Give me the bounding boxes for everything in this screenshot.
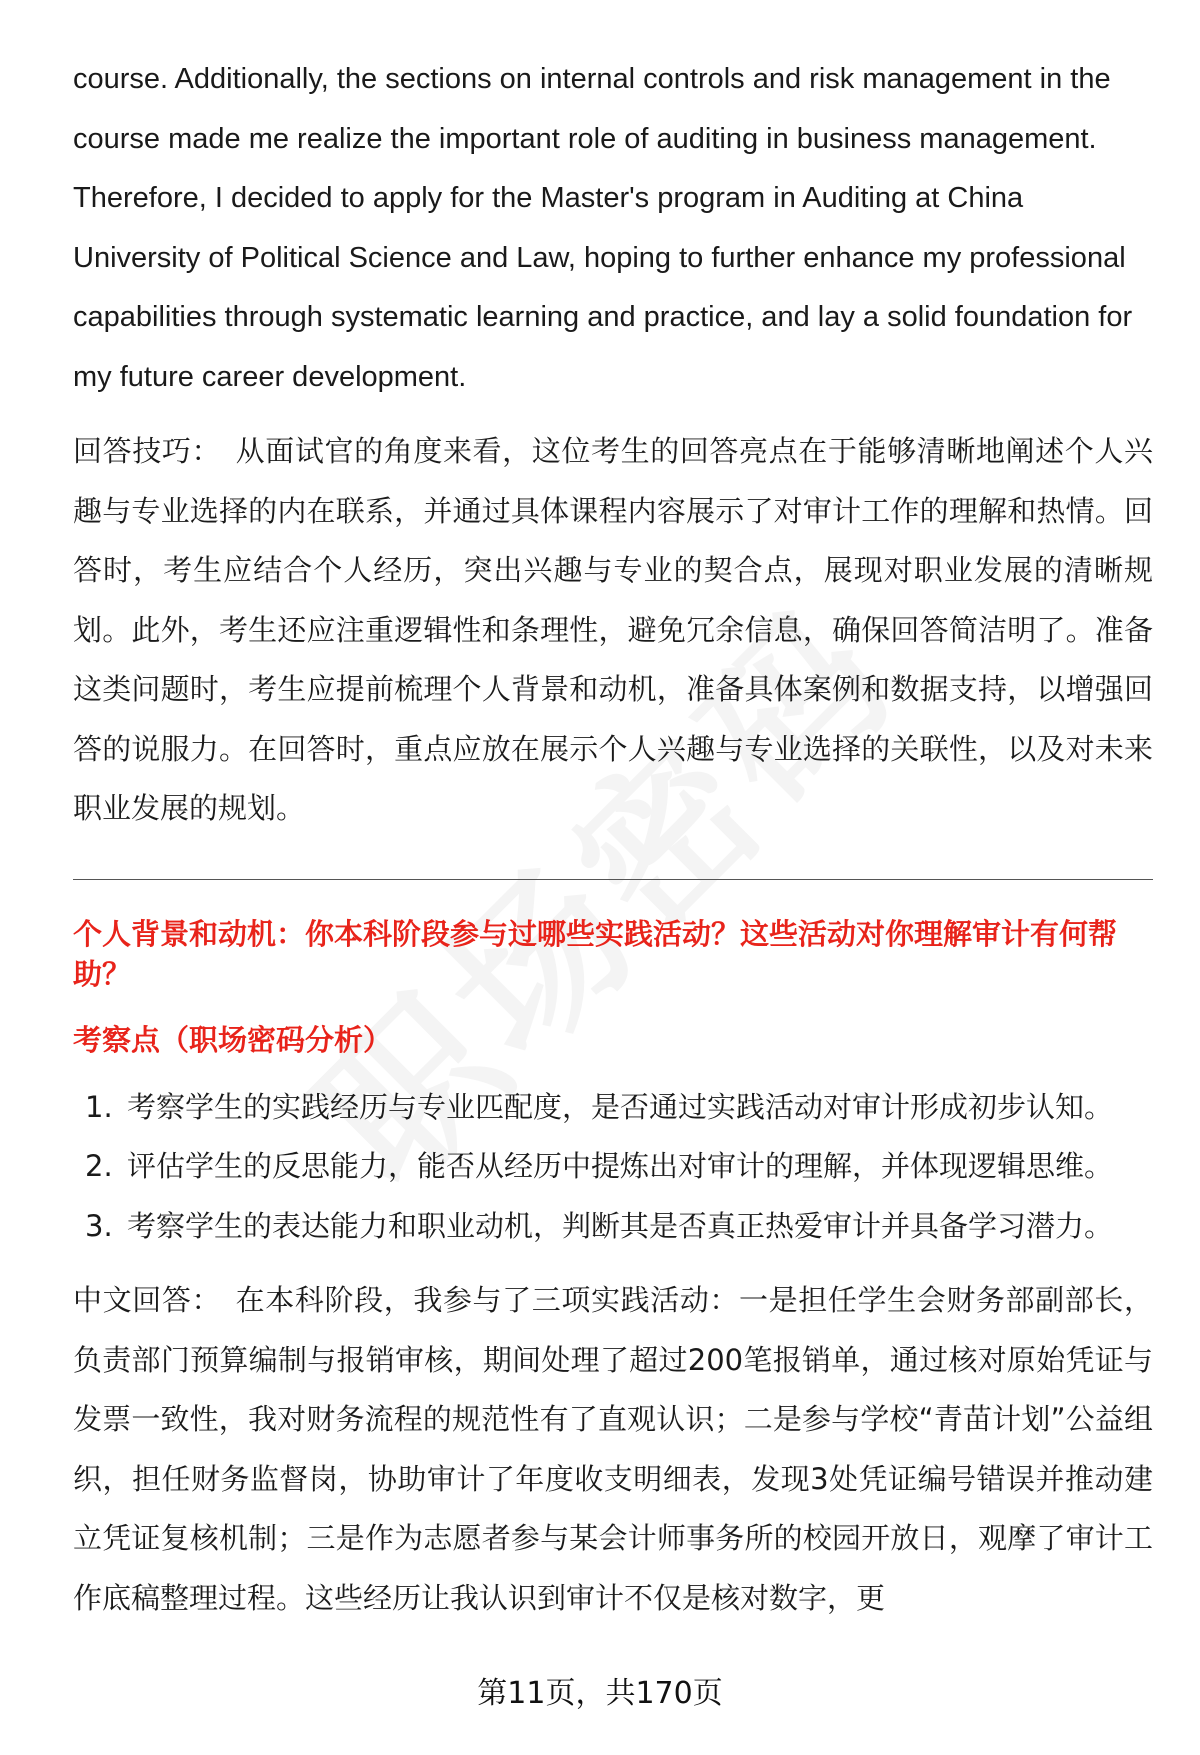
analysis-heading: 考察点（职场密码分析） bbox=[73, 1022, 393, 1057]
tips-paragraph bbox=[73, 422, 1153, 839]
page-number: 第11页，共170页 bbox=[477, 1676, 723, 1711]
analysis-point-number: 3. bbox=[85, 1208, 113, 1243]
answer-cn-text: 在本科阶段，我参与了三项实践活动：一是担任学生会财务部副部长，负责部门预算编制与报销审核，期间处理了超过200笔报销单，通过核对原始凭证与发票一致性，我对财务流程的规范性有了直观认识；二是参与学校“青苗计划”公益组织，担任财务监督岗，协助审计了年度收支明细表，发现3处凭证编号错误并推动建立凭证复核机制；三是作为志愿者参与某会计师事务所的校园开放日，观摩了审计工作底稿整理过程。这些经历让我认识到审计不仅是核对数字，更 bbox=[73, 1283, 1153, 1615]
answer-cn-paragraph bbox=[73, 1271, 1153, 1628]
analysis-point-text: 评估学生的反思能力，能否从经历中提炼出对审计的理解，并体现逻辑思维。 bbox=[127, 1149, 1114, 1183]
tips-label: 回答技巧： bbox=[73, 434, 222, 468]
question-heading: 个人背景和动机：你本科阶段参与过哪些实践活动？这些活动对你理解审计有何帮助？ bbox=[73, 916, 1118, 991]
analysis-point bbox=[73, 1078, 1153, 1138]
document-page bbox=[73, 50, 1153, 1628]
analysis-point-number: 2. bbox=[85, 1149, 113, 1183]
analysis-point-text: 考察学生的表达能力和职业动机，判断其是否真正热爱审计并具备学习潜力。 bbox=[127, 1208, 1114, 1243]
analysis-points-list bbox=[73, 1078, 1153, 1257]
tips-text: 从面试官的角度来看，这位考生的回答亮点在于能够清晰地阐述个人兴趣与专业选择的内在联系，并通过具体课程内容展示了对审计工作的理解和热情。回答时，考生应结合个人经历，突出兴趣与专业的契合点，展现对职业发展的清晰规划。此外，考生还应注重逻辑性和条理性，避免冗余信息，确保回答简洁明了。准备这类问题时，考生应提前梳理个人背景和动机，准备具体案例和数据支持，以增强回答的说服力。在回答时，重点应放在展示个人兴趣与专业选择的关联性，以及对未来职业发展的规划。 bbox=[73, 434, 1153, 825]
section-divider bbox=[73, 879, 1153, 880]
intro-paragraph-en: course. Additionally, the sections on internal controls and risk management in the course made me realize the important role of auditing in business management. Therefore, I decided to apply for the Master's program in Auditing at China University of Political Science and Law, hoping to further enhance my professional capabilities through systematic learning and practice, and lay a solid foundation for my future career development. bbox=[73, 63, 1133, 393]
analysis-point-text: 考察学生的实践经历与专业匹配度，是否通过实践活动对审计形成初步认知。 bbox=[127, 1089, 1114, 1124]
page-footer bbox=[0, 1668, 1200, 1712]
answer-cn-label: 中文回答： bbox=[73, 1283, 222, 1317]
analysis-point bbox=[73, 1197, 1153, 1257]
analysis-point-number: 1. bbox=[85, 1089, 113, 1124]
analysis-point bbox=[73, 1137, 1153, 1197]
